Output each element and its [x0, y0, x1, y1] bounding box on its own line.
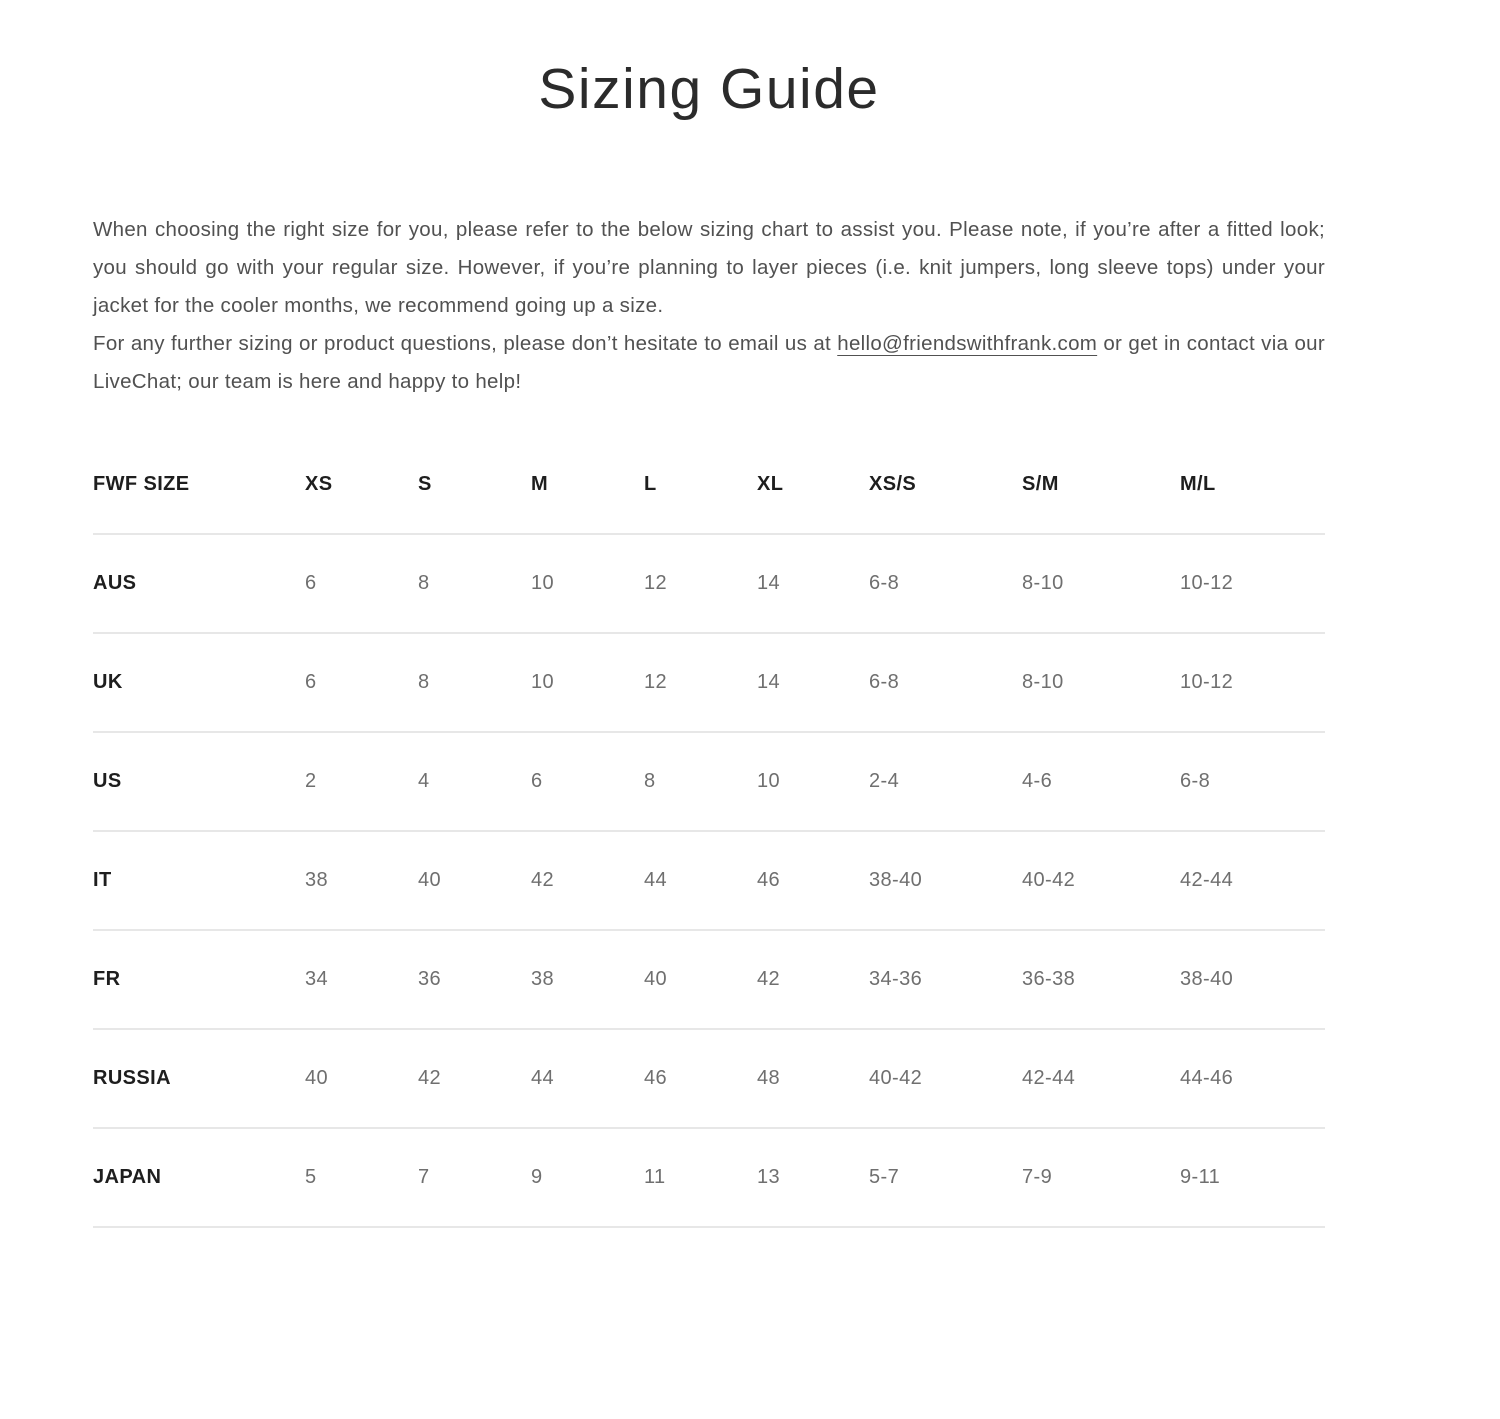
cell-fr-m-l: 38-40	[1180, 930, 1325, 1029]
cell-us-s-m: 4-6	[1022, 732, 1180, 831]
table-row-uk	[93, 633, 1325, 732]
page-title: Sizing Guide	[538, 57, 880, 121]
intro-paragraph-2	[93, 325, 1325, 401]
cell-japan-s: 7	[418, 1128, 531, 1227]
cell-japan-l: 11	[644, 1128, 757, 1227]
table-row-japan	[93, 1128, 1325, 1227]
cell-us-m-l: 6-8	[1180, 732, 1325, 831]
cell-aus-xl: 14	[757, 534, 869, 633]
sizing-table	[93, 435, 1325, 1228]
cell-aus-s: 8	[418, 534, 531, 633]
table-row-aus	[93, 534, 1325, 633]
intro-paragraph-2-start: For any further sizing or product questions, please don’t hesitate to email us at	[93, 332, 838, 356]
cell-aus-m-l: 10-12	[1180, 534, 1325, 633]
cell-japan-xl: 13	[757, 1128, 869, 1227]
cell-russia-m: 44	[531, 1029, 644, 1128]
cell-us-m: 6	[531, 732, 644, 831]
column-header-fwf-size: FWF SIZE	[93, 435, 305, 534]
cell-it-m: 42	[531, 831, 644, 930]
cell-it-l: 44	[644, 831, 757, 930]
row-label-us: US	[93, 732, 305, 831]
cell-us-xs: 2	[305, 732, 418, 831]
cell-fr-l: 40	[644, 930, 757, 1029]
cell-japan-xs-s: 5-7	[869, 1128, 1022, 1227]
column-header-m: M	[531, 435, 644, 534]
table-row-us	[93, 732, 1325, 831]
cell-fr-s: 36	[418, 930, 531, 1029]
cell-aus-xs: 6	[305, 534, 418, 633]
column-header-l: L	[644, 435, 757, 534]
content-container	[93, 0, 1325, 1228]
cell-uk-l: 12	[644, 633, 757, 732]
table-row-russia	[93, 1029, 1325, 1128]
cell-russia-s-m: 42-44	[1022, 1029, 1180, 1128]
cell-it-s-m: 40-42	[1022, 831, 1180, 930]
row-label-uk: UK	[93, 633, 305, 732]
row-label-japan: JAPAN	[93, 1128, 305, 1227]
cell-russia-m-l: 44-46	[1180, 1029, 1325, 1128]
cell-japan-m-l: 9-11	[1180, 1128, 1325, 1227]
cell-russia-xs: 40	[305, 1029, 418, 1128]
cell-russia-l: 46	[644, 1029, 757, 1128]
cell-us-xs-s: 2-4	[869, 732, 1022, 831]
cell-japan-xs: 5	[305, 1128, 418, 1227]
cell-russia-s: 42	[418, 1029, 531, 1128]
row-label-aus: AUS	[93, 534, 305, 633]
cell-uk-xl: 14	[757, 633, 869, 732]
cell-fr-xs-s: 34-36	[869, 930, 1022, 1029]
row-label-russia: RUSSIA	[93, 1029, 305, 1128]
cell-uk-m: 10	[531, 633, 644, 732]
table-header-row	[93, 435, 1325, 534]
email-link[interactable]: hello@friendswithfrank.com	[837, 332, 1098, 356]
cell-japan-m: 9	[531, 1128, 644, 1227]
cell-aus-s-m: 8-10	[1022, 534, 1180, 633]
row-label-fr: FR	[93, 930, 305, 1029]
cell-fr-m: 38	[531, 930, 644, 1029]
cell-uk-m-l: 10-12	[1180, 633, 1325, 732]
cell-aus-l: 12	[644, 534, 757, 633]
cell-uk-s: 8	[418, 633, 531, 732]
column-header-xl: XL	[757, 435, 869, 534]
cell-us-s: 4	[418, 732, 531, 831]
cell-it-xs: 38	[305, 831, 418, 930]
cell-uk-s-m: 8-10	[1022, 633, 1180, 732]
cell-fr-s-m: 36-38	[1022, 930, 1180, 1029]
cell-aus-m: 10	[531, 534, 644, 633]
cell-it-m-l: 42-44	[1180, 831, 1325, 930]
column-header-s-m: S/M	[1022, 435, 1180, 534]
cell-fr-xl: 42	[757, 930, 869, 1029]
cell-it-xs-s: 38-40	[869, 831, 1022, 930]
cell-it-s: 40	[418, 831, 531, 930]
cell-japan-s-m: 7-9	[1022, 1128, 1180, 1227]
column-header-m-l: M/L	[1180, 435, 1325, 534]
column-header-xs: XS	[305, 435, 418, 534]
column-header-s: S	[418, 435, 531, 534]
row-label-it: IT	[93, 831, 305, 930]
intro-text	[93, 211, 1325, 401]
cell-russia-xl: 48	[757, 1029, 869, 1128]
cell-uk-xs-s: 6-8	[869, 633, 1022, 732]
cell-uk-xs: 6	[305, 633, 418, 732]
cell-us-l: 8	[644, 732, 757, 831]
cell-fr-xs: 34	[305, 930, 418, 1029]
cell-aus-xs-s: 6-8	[869, 534, 1022, 633]
cell-us-xl: 10	[757, 732, 869, 831]
cell-russia-xs-s: 40-42	[869, 1029, 1022, 1128]
intro-paragraph-1: When choosing the right size for you, please refer to the below sizing chart to assist you. Please note, if you’re after a fitted look; you should go with your regular size. However, if you’re planning to layer pieces (i.e. knit jumpers, long sleeve tops) under your jacket for the cooler months, we recommend going up a size.	[93, 218, 1325, 318]
table-row-it	[93, 831, 1325, 930]
cell-it-xl: 46	[757, 831, 869, 930]
table-row-fr	[93, 930, 1325, 1029]
intro-paragraph-2-end: or get in contact via our LiveChat; our team is here and happy to help!	[93, 332, 1325, 394]
column-header-xs-s: XS/S	[869, 435, 1022, 534]
